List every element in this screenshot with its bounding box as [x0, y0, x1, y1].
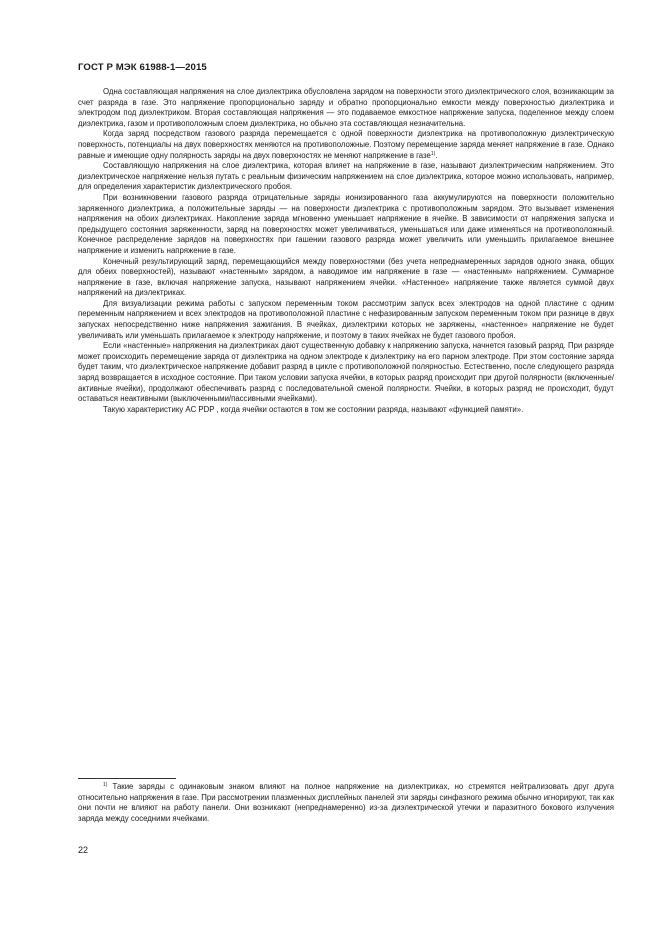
paragraph [78, 129, 614, 161]
paragraph: При возникновении газового разряда отрицательные заряды ионизированного газа аккумулируются на поверхности положительно заряженного диэлектрика, а положительные заряды — на поверхности диэлектрика с противоположным зарядом. Это вызывает изменения напряжения на обоих диэлектриках. Накопление заряда мгновенно уменьшает напряжение в ячейке. В зависимости от напряжения запуска и предыдущего состояния заряженности, заряд на поверхностях может увеличиваться, уменьшаться или даже изменяться на противоположный. Конечное распределение зарядов на поверхностях при гашении газового разряда может увеличить или уменьшить прилагаемое внешнее напряжение и изменить напряжение в газе. [78, 192, 614, 255]
paragraph-text: Когда заряд посредством газового разряда перемещается с одной поверхности диэлектрика на противоположную диэлектрическую поверхность, потенциалы на двух поверхностях меняются на противоположные. Поэтому перемещение заряда меняет напряжение в газе. Однако равные и имеющие одну полярность заряды на двух поверхностях не меняют напряжение в газе [78, 129, 614, 160]
footnote-body: Такие заряды с одинаковым знаком влияют на полное напряжение на диэлектриках, но стремятся нейтрализовать друг друга относительно напряжения в газе. При рассмотрении плазменных дисплейных панелей эти заряды синфазного режима обычно игнорируют, так как они почти не влияют на работу панели. Они возникают (непреднамеренно) из-за диэлектрической утечки и паразитного бокового излучения заряда между соседними ячейками. [78, 782, 614, 823]
paragraph: Если «настенные» напряжения на диэлектриках дают существенную добавку к напряжению запуска, начнется газовый разряд. При разряде может происходить перемещение заряда от диэлектрика на одном электроде к диэлектрику на его парном электроде. При этом состояние заряда будет таким, что диэлектрическое напряжение добавит разряд в цикле с противоположной полярностью. Естественно, после следующего разряда заряд возвращается в исходное состояние. При таком условии запуска ячейки, в которых разряд происходит при другой полярности (включенные/активные ячейки), продолжают обеспечивать разряд с последовательной сменой полярности. Ячейки, в которых разряд не происходит, будут оставаться неактивными (выключенными/пассивными ячейками). [78, 341, 614, 404]
footnote-divider [78, 778, 176, 779]
paragraph: Составляющую напряжения на слое диэлектрика, которая влияет на напряжение в газе, называют диэлектрическим напряжением. Это диэлектрическое напряжение нельзя путать с реальным физическим напряжением на слое диэлектрика, которое можно использовать, например, для определения характеристик диэлектрического пробоя. [78, 161, 614, 192]
paragraph: Одна составляющая напряжения на слое диэлектрика обусловлена зарядом на поверхности этого диэлектрического слоя, возникающим за счет разряда в газе. Это напряжение пропорционально заряду и обратно пропорционально емкости между поверхностью диэлектрика и электродом под диэлектриком. Вторая составляющая напряжения — это подаваемое емкостное напряжение запуска, поделенное между слоем диэлектрика, газом и противоположным слоем диэлектрика, но обычно эта составляющая незначительна. [78, 87, 614, 128]
document-header: ГОСТ Р МЭК 61988-1—2015 [78, 62, 207, 73]
footnote-reference: 1) [430, 150, 436, 157]
body-text [78, 87, 614, 415]
paragraph: Для визуализации режима работы с запуском переменным током рассмотрим запуск всех электродов на одной пластине с одним переменным напряжением и всех электродов на противоположной пластине с нефазированным запуском переменным током при разнице в двух запусках непосредственно ниже напряжения зажигания. В ячейках, диэлектрики которых не заряжены, «настенное» напряжение не будет увеличивать или уменьшать прилагаемое к электроду напряжение, и поэтому в таких ячейках не будет газового пробоя. [78, 298, 614, 340]
footnote-text [78, 782, 614, 824]
paragraph: Такую характеристику AC PDP , когда ячейки остаются в том же состоянии разряда, называют «функцией памяти». [103, 404, 524, 414]
paragraph: Конечный результирующий заряд, перемещающийся между поверхностями (без учета непреднамеренных зарядов одного знака, общих для обеих поверхностей), называют «настенным» зарядом, а наводимое им напряжение в газе — «настенным» напряжением. Суммарное напряжение в газе, включая напряжение запуска, называют напряжением ячейки. «Настенное» напряжение также является суммой двух напряжений на диэлектриках. [78, 256, 614, 298]
footnote-marker: 1) [103, 782, 108, 788]
paragraph-end: . [435, 150, 438, 160]
page-number: 22 [78, 845, 89, 855]
footnote [78, 782, 614, 824]
